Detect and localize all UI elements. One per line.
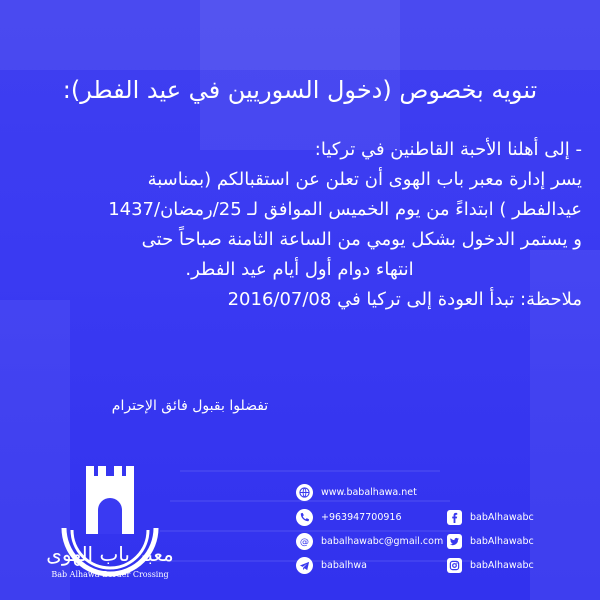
instagram-text: babAlhawabc [470, 560, 534, 571]
contact-phone[interactable] [296, 509, 402, 526]
contact-telegram[interactable] [296, 557, 367, 574]
phone-icon [296, 509, 313, 526]
notice-line: و يستمر الدخول بشكل يومي من الساعة الثامنة صباحاً حتى [141, 229, 582, 250]
contact-instagram[interactable] [447, 558, 534, 573]
background-stair [180, 470, 440, 472]
closing-regards: تفضلوا بقبول فائق الإحترام [111, 398, 269, 414]
notice-line: يسر إدارة معبر باب الهوى أن تعلن عن استقبالكم (بمناسبة [147, 169, 582, 190]
website-text: www.babalhawa.net [321, 487, 417, 498]
email-at-icon [296, 533, 313, 550]
twitter-text: babAlhawabc [470, 536, 534, 547]
instagram-icon [447, 558, 462, 573]
notice-line: - إلى أهلنا الأحبة القاطنين في تركيا: [314, 139, 582, 160]
logo-name-arabic: معبر باب الهوى [46, 542, 174, 566]
notice-note: ملاحظة: تبدأ العودة إلى تركيا في 2016/07/08 [227, 289, 582, 310]
background-building [200, 0, 400, 150]
phone-text: +963947700916 [321, 512, 402, 523]
background-stair [160, 530, 460, 532]
facebook-icon [447, 510, 462, 525]
contact-twitter[interactable] [447, 534, 534, 549]
bab-alhawa-logo [40, 448, 180, 588]
notice-line: عيدالفطر ) ابتداءً من يوم الخميس الموافق لـ 25/رمضان/1437 [108, 199, 582, 220]
notice-body [17, 135, 582, 315]
notice-line: انتهاء دوام أول أيام عيد الفطر. [185, 259, 414, 280]
contact-facebook[interactable] [447, 510, 534, 525]
logo-name-english: Bab Alhawa Border Crossing [51, 570, 169, 579]
notice-title: تنويه بخصوص (دخول السوريين في عيد الفطر): [62, 76, 538, 104]
telegram-text: babalhwa [321, 560, 367, 571]
telegram-icon [296, 557, 313, 574]
globe-icon [296, 484, 313, 501]
facebook-text: babAlhawabc [470, 512, 534, 523]
email-text: babalhawabc@gmail.com [321, 536, 444, 547]
svg-text:@: @ [299, 536, 310, 547]
twitter-icon [447, 534, 462, 549]
contact-website[interactable] [296, 484, 417, 501]
contact-email[interactable] [296, 533, 443, 550]
